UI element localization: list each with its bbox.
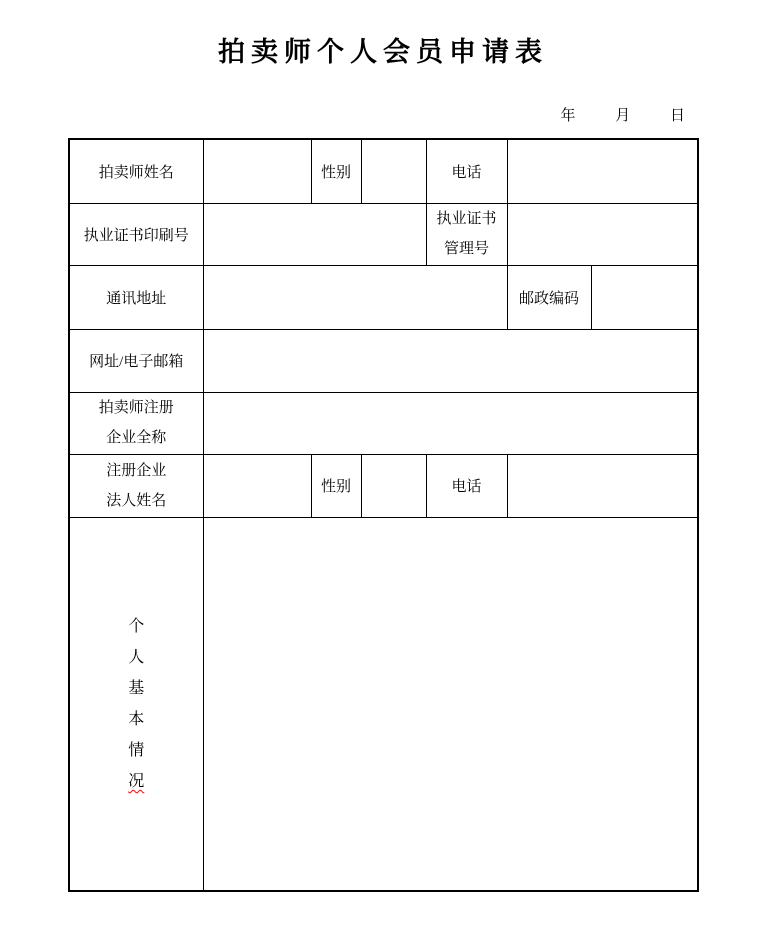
personal-profile-char-4: 本 — [128, 710, 145, 728]
web-email-label: 网址/电子邮箱 — [69, 329, 203, 392]
row-registered-company — [69, 392, 698, 454]
gender-input-cell[interactable] — [361, 139, 426, 203]
registered-company-input-cell[interactable] — [203, 392, 698, 454]
legal-person-name-input-cell[interactable] — [203, 454, 311, 517]
personal-profile-label — [69, 517, 203, 891]
legal-person-label-line2: 法人姓名 — [106, 492, 167, 509]
legal-person-label-line1: 注册企业 — [106, 462, 167, 479]
personal-profile-char-1: 个 — [128, 617, 145, 635]
registered-company-label-line2: 企业全称 — [106, 430, 167, 446]
legal-person-phone-input-cell[interactable] — [507, 454, 698, 517]
row-license-numbers — [69, 203, 698, 265]
personal-profile-char-2: 人 — [128, 648, 145, 666]
personal-profile-input-cell[interactable] — [203, 517, 698, 891]
gender-label: 性别 — [311, 139, 361, 203]
postal-code-input-cell[interactable] — [591, 265, 698, 329]
row-address — [69, 265, 698, 329]
postal-code-label: 邮政编码 — [507, 265, 591, 329]
row-personal-profile — [69, 517, 698, 891]
date-day-label: 日 — [669, 108, 685, 124]
license-print-no-input-cell[interactable] — [203, 203, 426, 265]
address-input-cell[interactable] — [203, 265, 507, 329]
phone-label: 电话 — [426, 139, 507, 203]
personal-profile-char-6-spellcheck: 况 — [128, 772, 145, 790]
legal-person-gender-input-cell[interactable] — [361, 454, 426, 517]
registered-company-label — [69, 392, 203, 454]
address-label: 通讯地址 — [69, 265, 203, 329]
web-email-input-cell[interactable] — [203, 329, 698, 392]
legal-person-gender-label: 性别 — [311, 454, 361, 517]
phone-input-cell[interactable] — [507, 139, 698, 203]
auctioneer-name-label: 拍卖师姓名 — [69, 139, 203, 203]
legal-person-phone-label: 电话 — [426, 454, 507, 517]
personal-profile-char-3: 基 — [128, 679, 145, 697]
license-mgmt-no-label-line2: 管理号 — [443, 241, 489, 257]
row-auctioneer-name — [69, 139, 698, 203]
form-title: 拍卖师个人会员申请表 — [218, 37, 548, 67]
license-mgmt-no-label — [426, 203, 507, 265]
row-web-email — [69, 329, 698, 392]
personal-profile-char-5: 情 — [128, 741, 145, 759]
date-month-label: 月 — [615, 108, 631, 124]
date-line — [0, 104, 760, 125]
legal-person-label — [69, 454, 203, 517]
auctioneer-name-input-cell[interactable] — [203, 139, 311, 203]
license-print-no-label: 执业证书印刷号 — [69, 203, 203, 265]
date-year-label: 年 — [560, 108, 576, 124]
application-form-table — [68, 138, 699, 892]
license-mgmt-no-input-cell[interactable] — [507, 203, 698, 265]
registered-company-label-line1: 拍卖师注册 — [98, 400, 174, 416]
row-legal-person — [69, 454, 698, 517]
license-mgmt-no-label-line1: 执业证书 — [436, 211, 497, 227]
